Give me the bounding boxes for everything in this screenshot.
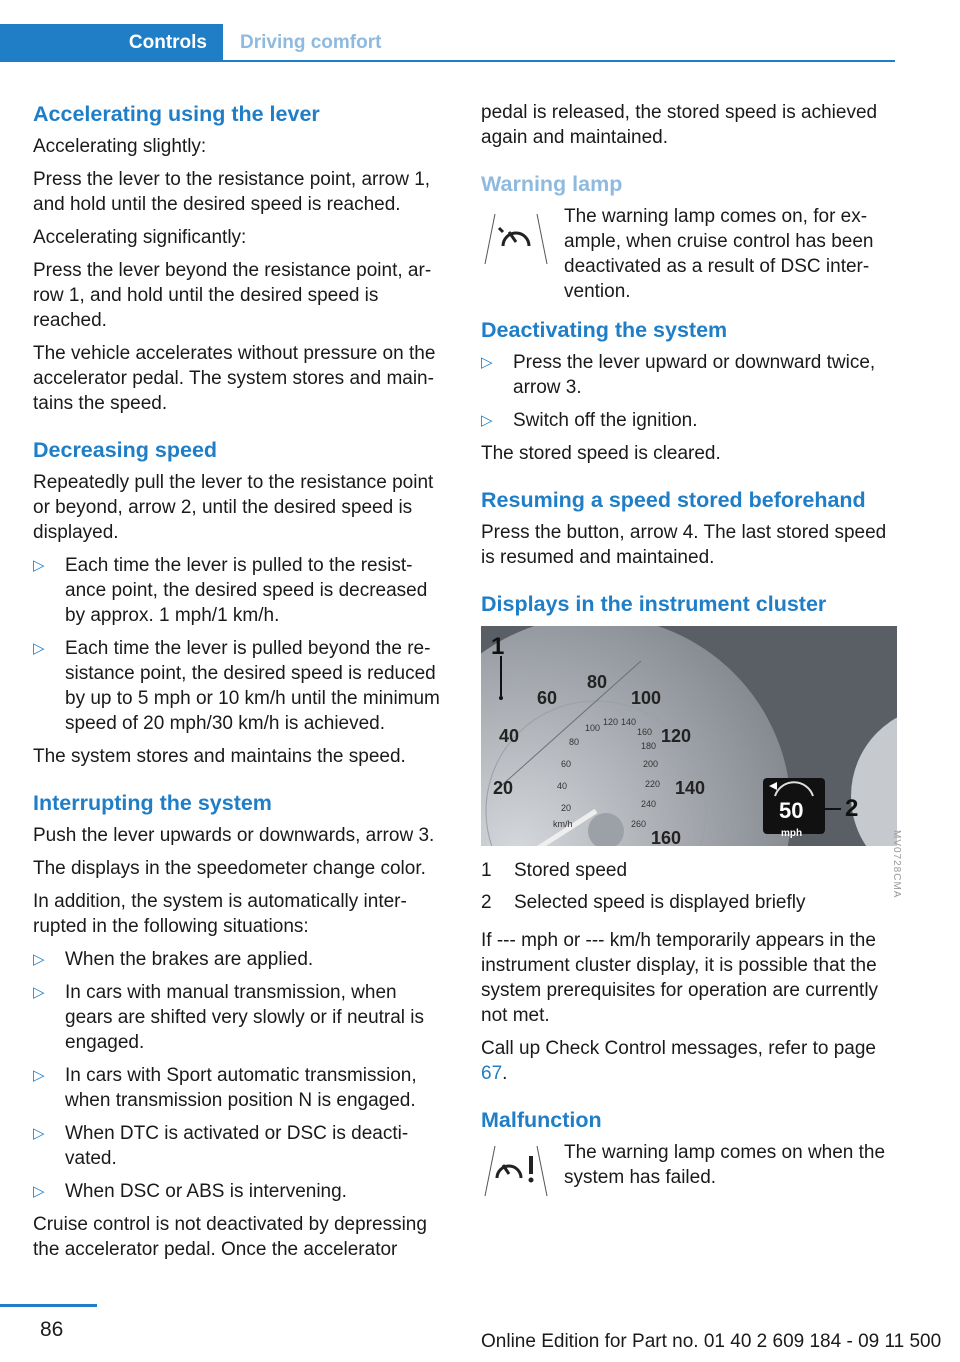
outer-tick-label: 140	[675, 778, 706, 798]
resume-text: Press the button, arrow 4. The last stored speed is resumed and maintained.	[481, 522, 887, 568]
heading-warning-lamp: Warning lamp	[481, 172, 623, 196]
section-tab-controls[interactable]: Controls	[0, 24, 223, 62]
footer-rule	[0, 1304, 97, 1307]
heading-interrupting: Interrupting the system	[33, 791, 272, 815]
outer-tick-label: 40	[499, 726, 520, 746]
check-control-text: Call up Check Control messages, refer to page 67.	[481, 1038, 876, 1084]
cruise-control-warning-icon	[481, 212, 551, 266]
inner-tick-label: 100	[585, 723, 601, 733]
legend-item: 1 Stored speed	[481, 860, 628, 881]
inner-tick-label: 60	[561, 759, 572, 769]
edition-text: Online Edition for Part no. 01 40 2 609 184 - 09 11 500	[481, 1331, 942, 1352]
section-tab-driving-comfort[interactable]: Driving comfort	[240, 32, 382, 53]
bullet-triangle-icon: ▷	[33, 951, 45, 968]
inner-tick-label: 140	[621, 717, 637, 727]
figure-side-code: MV0728CMA	[891, 830, 902, 899]
interrupt-text-1: Push the lever upwards or downwards, arrow 3.	[33, 825, 435, 846]
malfunction-block	[481, 1140, 897, 1200]
cruise-control-malfunction-icon	[481, 1144, 551, 1198]
outer-tick-label: 60	[537, 688, 558, 708]
inner-tick-label: 40	[557, 781, 568, 791]
warning-lamp-text: The warning lamp comes on, for ex-ample, when cruise control has been deactivated as a result of DSC inter-vention.	[564, 206, 874, 302]
list-item: ▷ Each time the lever is pulled to the resist-ance point, the desired speed is decreased by approx. 1 mph/1 km/h.	[33, 555, 428, 626]
inner-tick-label: 20	[561, 803, 572, 813]
accel-sig-label: Accelerating significantly:	[33, 227, 247, 248]
header-rule	[223, 60, 895, 62]
bullet-triangle-icon: ▷	[481, 354, 493, 371]
callout-2: 2	[845, 795, 859, 822]
list-item: ▷ When DTC is activated or DSC is deacti-vated.	[33, 1123, 409, 1169]
outer-tick-label: 160	[651, 828, 682, 846]
deact-note: The stored speed is cleared.	[481, 443, 721, 464]
heading-malfunction: Malfunction	[481, 1108, 602, 1132]
inner-tick-label: 200	[643, 759, 659, 769]
list-item: ▷ Switch off the ignition.	[481, 410, 698, 431]
heading-deactivating: Deactivating the system	[481, 318, 728, 342]
page-number: 86	[40, 1318, 64, 1341]
heading-displays: Displays in the instrument cluster	[481, 592, 827, 616]
interrupt-note: Cruise control is not deactivated by depressing the accelerator pedal. Once the accelerator	[33, 1214, 427, 1260]
decr-note: The system stores and maintains the speed.	[33, 746, 406, 767]
inner-tick-label: 160	[637, 727, 653, 737]
display-speed: 50	[779, 798, 804, 823]
inner-unit-label: km/h	[553, 819, 573, 829]
list-item: ▷ Press the lever upward or downward twice, arrow 3.	[481, 352, 876, 398]
accel-sig-text: Press the lever beyond the resistance point, ar-row 1, and hold until the desired speed is reached.	[33, 260, 432, 331]
heading-accelerating: Accelerating using the lever	[33, 102, 320, 126]
right-column	[481, 100, 897, 1200]
bullet-triangle-icon: ▷	[33, 640, 45, 657]
legend-item: 2 Selected speed is displayed briefly	[481, 892, 806, 913]
malfunction-text: The warning lamp comes on when the system has failed.	[564, 1142, 886, 1188]
outer-tick-label: 120	[661, 726, 692, 746]
heading-resuming: Resuming a speed stored beforehand	[481, 488, 866, 512]
list-item: ▷ When DSC or ABS is intervening.	[33, 1181, 347, 1202]
inner-tick-label: 220	[645, 779, 661, 789]
inner-tick-label: 260	[631, 819, 647, 829]
page-header	[0, 0, 960, 64]
bullet-triangle-icon: ▷	[33, 1067, 45, 1084]
info-text: If --- mph or --- km/h temporarily appears in the instrument cluster display, it is possible that the system prerequisites for operation are currently not met.	[481, 930, 879, 1026]
outer-tick-label: 20	[493, 778, 514, 798]
warning-lamp-block	[481, 204, 897, 304]
left-column	[33, 100, 449, 1270]
bullet-triangle-icon: ▷	[33, 1183, 45, 1200]
bullet-triangle-icon: ▷	[481, 412, 493, 429]
inner-tick-label: 120	[603, 717, 619, 727]
list-item: ▷ In cars with Sport automatic transmission, when transmission position N is engaged.	[33, 1065, 417, 1111]
bullet-triangle-icon: ▷	[33, 1125, 45, 1142]
continued-text: pedal is released, the stored speed is achieved again and maintained.	[481, 102, 878, 148]
heading-decreasing: Decreasing speed	[33, 438, 218, 462]
inner-tick-label: 240	[641, 799, 657, 809]
display-unit: mph	[781, 828, 803, 839]
interrupt-text-2: The displays in the speedometer change color.	[33, 858, 426, 879]
decr-text: Repeatedly pull the lever to the resistance point or beyond, arrow 2, until the desired speed is displayed.	[33, 472, 434, 543]
list-item: ▷ In cars with manual transmission, when gears are shifted very slowly or if neutral is engaged.	[33, 982, 425, 1053]
callout-1: 1	[491, 633, 505, 660]
instrument-cluster-figure	[481, 626, 897, 846]
accel-slight-text: Press the lever to the resistance point, arrow 1, and hold until the desired speed is reached.	[33, 169, 431, 215]
list-item: ▷ When the brakes are applied.	[33, 949, 314, 970]
page-link[interactable]: 67	[481, 1063, 503, 1084]
list-item: ▷ Each time the lever is pulled beyond the re-sistance point, the desired speed is reduced by up to 5 mph or 10 km/h until the minimum speed of 20 mph/30 km/h is achieved.	[33, 638, 440, 734]
inner-tick-label: 80	[569, 737, 580, 747]
outer-tick-label: 80	[587, 672, 608, 692]
outer-tick-label: 100	[631, 688, 662, 708]
inner-tick-label: 180	[641, 741, 657, 751]
interrupt-text-3: In addition, the system is automatically inter-rupted in the following situations:	[33, 891, 407, 937]
accel-note: The vehicle accelerates without pressure on the accelerator pedal. The system stores and main-tains the speed.	[33, 343, 436, 414]
bullet-triangle-icon: ▷	[33, 984, 45, 1001]
bullet-triangle-icon: ▷	[33, 557, 45, 574]
accel-slight-label: Accelerating slightly:	[33, 136, 207, 157]
